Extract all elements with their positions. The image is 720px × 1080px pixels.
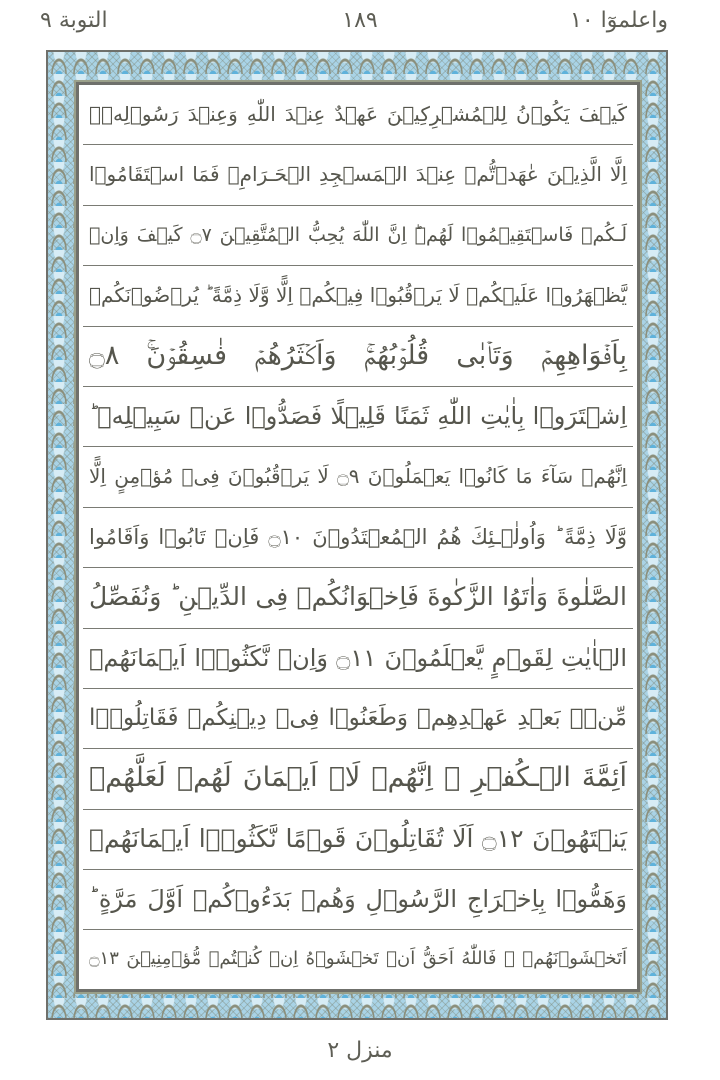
text-line: يَّظۡهَرُوۡا عَلَيۡكُمۡ لَا يَرۡقُبُوۡا فِيۡكُمۡ اِلًّا وَّلَا ذِمَّةً‌ ؕ يُرۡضُوۡنَكُمۡ: [83, 266, 633, 326]
text-line: كَيۡفَ يَكُوۡنُ لِلۡمُشۡرِكِيۡنَ عَهۡدٌ عِنۡدَ اللّٰهِ وَعِنۡدَ رَسُوۡلِهٖۤ: [83, 85, 633, 145]
text-line: يَنۡتَهُوۡنَ ۝١٢ اَلَا تُقَاتِلُوۡنَ قَوۡمًا نَّكَثُوۡۤا اَيۡمَانَهُمۡ: [83, 810, 633, 870]
text-line: الصَّلٰوةَ وَاٰتَوُا الزَّكٰوةَ فَاِخۡوَانُكُمۡ فِى الدِّيۡنِ‌ ؕ وَنُفَصِّلُ: [83, 568, 633, 628]
text-line: مِّنۡۢ بَعۡدِ عَهۡدِهِمۡ وَطَعَنُوۡا فِىۡ دِيۡنِكُمۡ فَقَاتِلُوۡۤا: [83, 689, 633, 749]
text-line: لَـكُمۡ فَاسۡتَقِيۡمُوۡا لَهُمۡ‌ؕ اِنَّ اللّٰهَ يُحِبُّ الۡمُتَّقِيۡنَ ۝٧ كَيۡفَ وَاِنۡ: [83, 206, 633, 266]
text-line: وَهَمُّوۡا بِاِخۡرَاجِ الرَّسُوۡلِ وَهُمۡ بَدَءُوۡكُمۡ اَوَّلَ مَرَّةٍ‌ ؕ: [83, 870, 633, 930]
text-panel: [76, 82, 640, 992]
text-line: بِاَفۡوَاهِهِمۡ وَتَاۡبٰى قُلُوۡبُهُمۡ‌ۚ وَاَكۡثَرُهُمۡ فٰسِقُوۡنَ‌ۚ ۝٨: [83, 327, 633, 387]
text-line: وَّلَا ذِمَّةً‌ ؕ وَاُولٰۤـئِكَ هُمُ الۡمُعۡتَدُوۡنَ ۝١٠ فَاِنۡ تَابُوۡا وَاَقَامُوا: [83, 508, 633, 568]
text-line: اِشۡتَرَوۡا بِاٰيٰتِ اللّٰهِ ثَمَنًا قَلِيۡلًا فَصَدُّوۡا عَنۡ سَبِيۡلِهٖ‌ ؕ: [83, 387, 633, 447]
text-line: اِلَّا الَّذِيۡنَ عٰهَدۡتُّمۡ عِنۡدَ الۡمَسۡجِدِ الۡحَـرَامِ‌ۚ فَمَا اسۡتَقَامُوۡا: [83, 145, 633, 205]
page-number: ١٨٩: [342, 8, 378, 33]
manzil-footer: منزل ٢: [327, 1038, 393, 1063]
surah-label: التوبة ٩: [40, 8, 108, 33]
juz-label: واعلموٓا ١٠: [570, 8, 668, 33]
text-lines: [83, 85, 633, 989]
page-header: [0, 4, 720, 40]
text-line: اَئِمَّةَ الۡـكُفۡرِ‌ ۙ اِنَّهُمۡ لَاۤ اَيۡمَانَ لَهُمۡ لَعَلَّهُمۡ: [83, 749, 633, 809]
text-line: الۡاٰيٰتِ لِقَوۡمٍ يَّعۡلَمُوۡنَ ۝١١ وَاِنۡ نَّكَثُوۡۤا اَيۡمَانَهُمۡ: [83, 629, 633, 689]
text-line: اَتَخۡشَوۡنَهُمۡ‌ ۚ فَاللّٰهُ اَحَقُّ اَنۡ تَخۡشَوۡهُ اِنۡ كُنۡتُمۡ مُّؤۡمِنِيۡنَ ۝١٣: [89, 948, 627, 970]
text-line: اِنَّهُمۡ سَآءَ مَا كَانُوۡا يَعۡمَلُوۡنَ ۝٩ لَا يَرۡقُبُوۡنَ فِىۡ مُؤۡمِنٍ اِلًّا: [83, 447, 633, 507]
